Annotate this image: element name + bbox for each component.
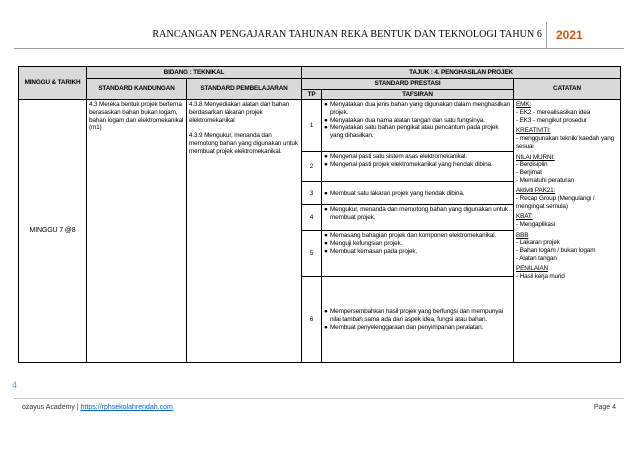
tp-cell: 1 <box>302 100 322 152</box>
footer-credit-text: ozayus Academy | <box>22 404 81 411</box>
tafsiran-item: ● Membuat penyelenggaraan dan penyimpanan peralatan. <box>324 323 484 331</box>
document-year: 2021 <box>556 28 583 42</box>
page-number-left: 4 <box>12 380 18 390</box>
tp-cell: 6 <box>302 277 322 363</box>
tafsiran-cell <box>322 182 514 205</box>
catatan-emk: EMK: - EK2 - merealisasikan idea - EK3 - mengikut prosedur <box>516 101 591 124</box>
standard-pembelajaran-cell <box>187 100 302 363</box>
tafsiran-cell <box>322 100 514 152</box>
tafsiran-item: ● Membuat kemasan pada projek. <box>324 247 418 255</box>
sp-item: 4.3.9 Mengukur, menanda dan memotong bahan yang digunakan untuk membuat projek elektromekanikal. <box>189 132 298 155</box>
lesson-plan-table <box>18 66 621 363</box>
sp-item: 4.3.8 Menyediakan alatan dan bahan berdasarkan lakaran projek elektromekanikal <box>189 101 290 124</box>
catatan-kbat: KBAT: - Mengaplikasi <box>516 213 556 228</box>
standard-kandungan-header: STANDARD KANDUNGAN <box>87 79 187 100</box>
bidang-header: BIDANG : TEKNIKAL <box>87 67 302 79</box>
tafsiran-item: ● Mengenal pasti projek elektromekanikal yang hendak dibina. <box>324 161 493 169</box>
catatan-cell <box>514 100 621 363</box>
tafsiran-item: ● Membuat satu lakaran projek yang hendak dibina. <box>324 189 465 197</box>
tafsiran-item: ● Mengenal pasti satu sistem asas elektromekanikal. <box>324 153 467 161</box>
standard-kandungan-cell: 4.3 Mereka bentuk projek berterna berasaskan bahan bukan logam, bahan logam dan elektromekanikal (m1) <box>87 100 187 363</box>
tafsiran-item: ● Menguji kefungsian projek. <box>324 240 403 248</box>
catatan-header: CATATAN <box>514 79 621 100</box>
catatan-penilaian: PENILAIAN - Hasil kerja murid <box>516 265 565 281</box>
tafsiran-item: ● Mengukur, menanda dan memotong bahan yang digunakan untuk membuat projek. <box>324 206 508 222</box>
tafsiran-cell <box>322 231 514 277</box>
catatan-bbb: BBB - Lakaran projek - Bahan logam / bukan logam - Alatan tangan <box>516 231 596 262</box>
week-cell: MINGGU 7 @8 <box>19 100 87 363</box>
tafsiran-item: ● Mempersembahkan hasil projek yang berfungsi dan mempunyai nilai tambah sama ada dari aspek idea, fungsi atau bahan. <box>324 308 503 324</box>
tafsiran-item: ● Menyatakan dua nama alatan tangan dan satu fungsinya. <box>324 116 485 124</box>
tp-cell: 3 <box>302 182 322 205</box>
catatan-kreativiti: KREATIVITI: - menggunakan teknik/ kaedah yang sesuai <box>516 127 615 150</box>
footer-page-number: Page 4 <box>593 404 616 411</box>
catatan-nilai-murni: NILAI MURNI: - Berdisiplin - Berjimat - Mematuhi peraturan <box>516 153 575 184</box>
header-separator <box>546 22 547 48</box>
footer-rule <box>14 398 624 399</box>
minggu-header: MINGGU & TARIKH <box>19 67 87 100</box>
tafsiran-item: ● Memasang bahagian projek dan komponen elektromekanikal. <box>324 232 497 240</box>
tafsiran-cell <box>322 205 514 231</box>
document-title: RANCANGAN PENGAJARAN TAHUNAN REKA BENTUK DAN TEKNOLOGI TAHUN 6 <box>152 29 542 40</box>
standard-pembelajaran-header: STANDARD PEMBELAJARAN <box>187 79 302 100</box>
tafsiran-cell <box>322 277 514 363</box>
tp-cell: 2 <box>302 152 322 182</box>
tajuk-header: TAJUK : 4. PENGHASILAN PROJEK <box>302 67 621 79</box>
tp-cell: 4 <box>302 205 322 231</box>
footer-link[interactable]: https://rphsekolahrendah.com <box>80 404 173 411</box>
footer-credit <box>22 404 173 411</box>
tp-cell: 5 <box>302 231 322 277</box>
tafsiran-cell <box>322 152 514 182</box>
tafsiran-item: ● Menyatakan dua jenis bahan yang digunakan dalam menghasilkan projek. <box>324 101 511 117</box>
page-header <box>0 0 638 55</box>
header-rule <box>14 48 624 49</box>
tafsiran-header: TAFSIRAN <box>322 89 514 100</box>
standard-prestasi-header: STANDARD PRESTASI <box>302 79 514 90</box>
catatan-pak21: Aktiviti PAK21: - Recap Group (Mengulangi / mengingat semula) <box>516 187 595 210</box>
tp-header: TP <box>302 89 322 100</box>
tafsiran-item: ● Menyatakan satu bahan pengikat atau pencantum pada projek yang dihasilkan. <box>324 124 499 140</box>
